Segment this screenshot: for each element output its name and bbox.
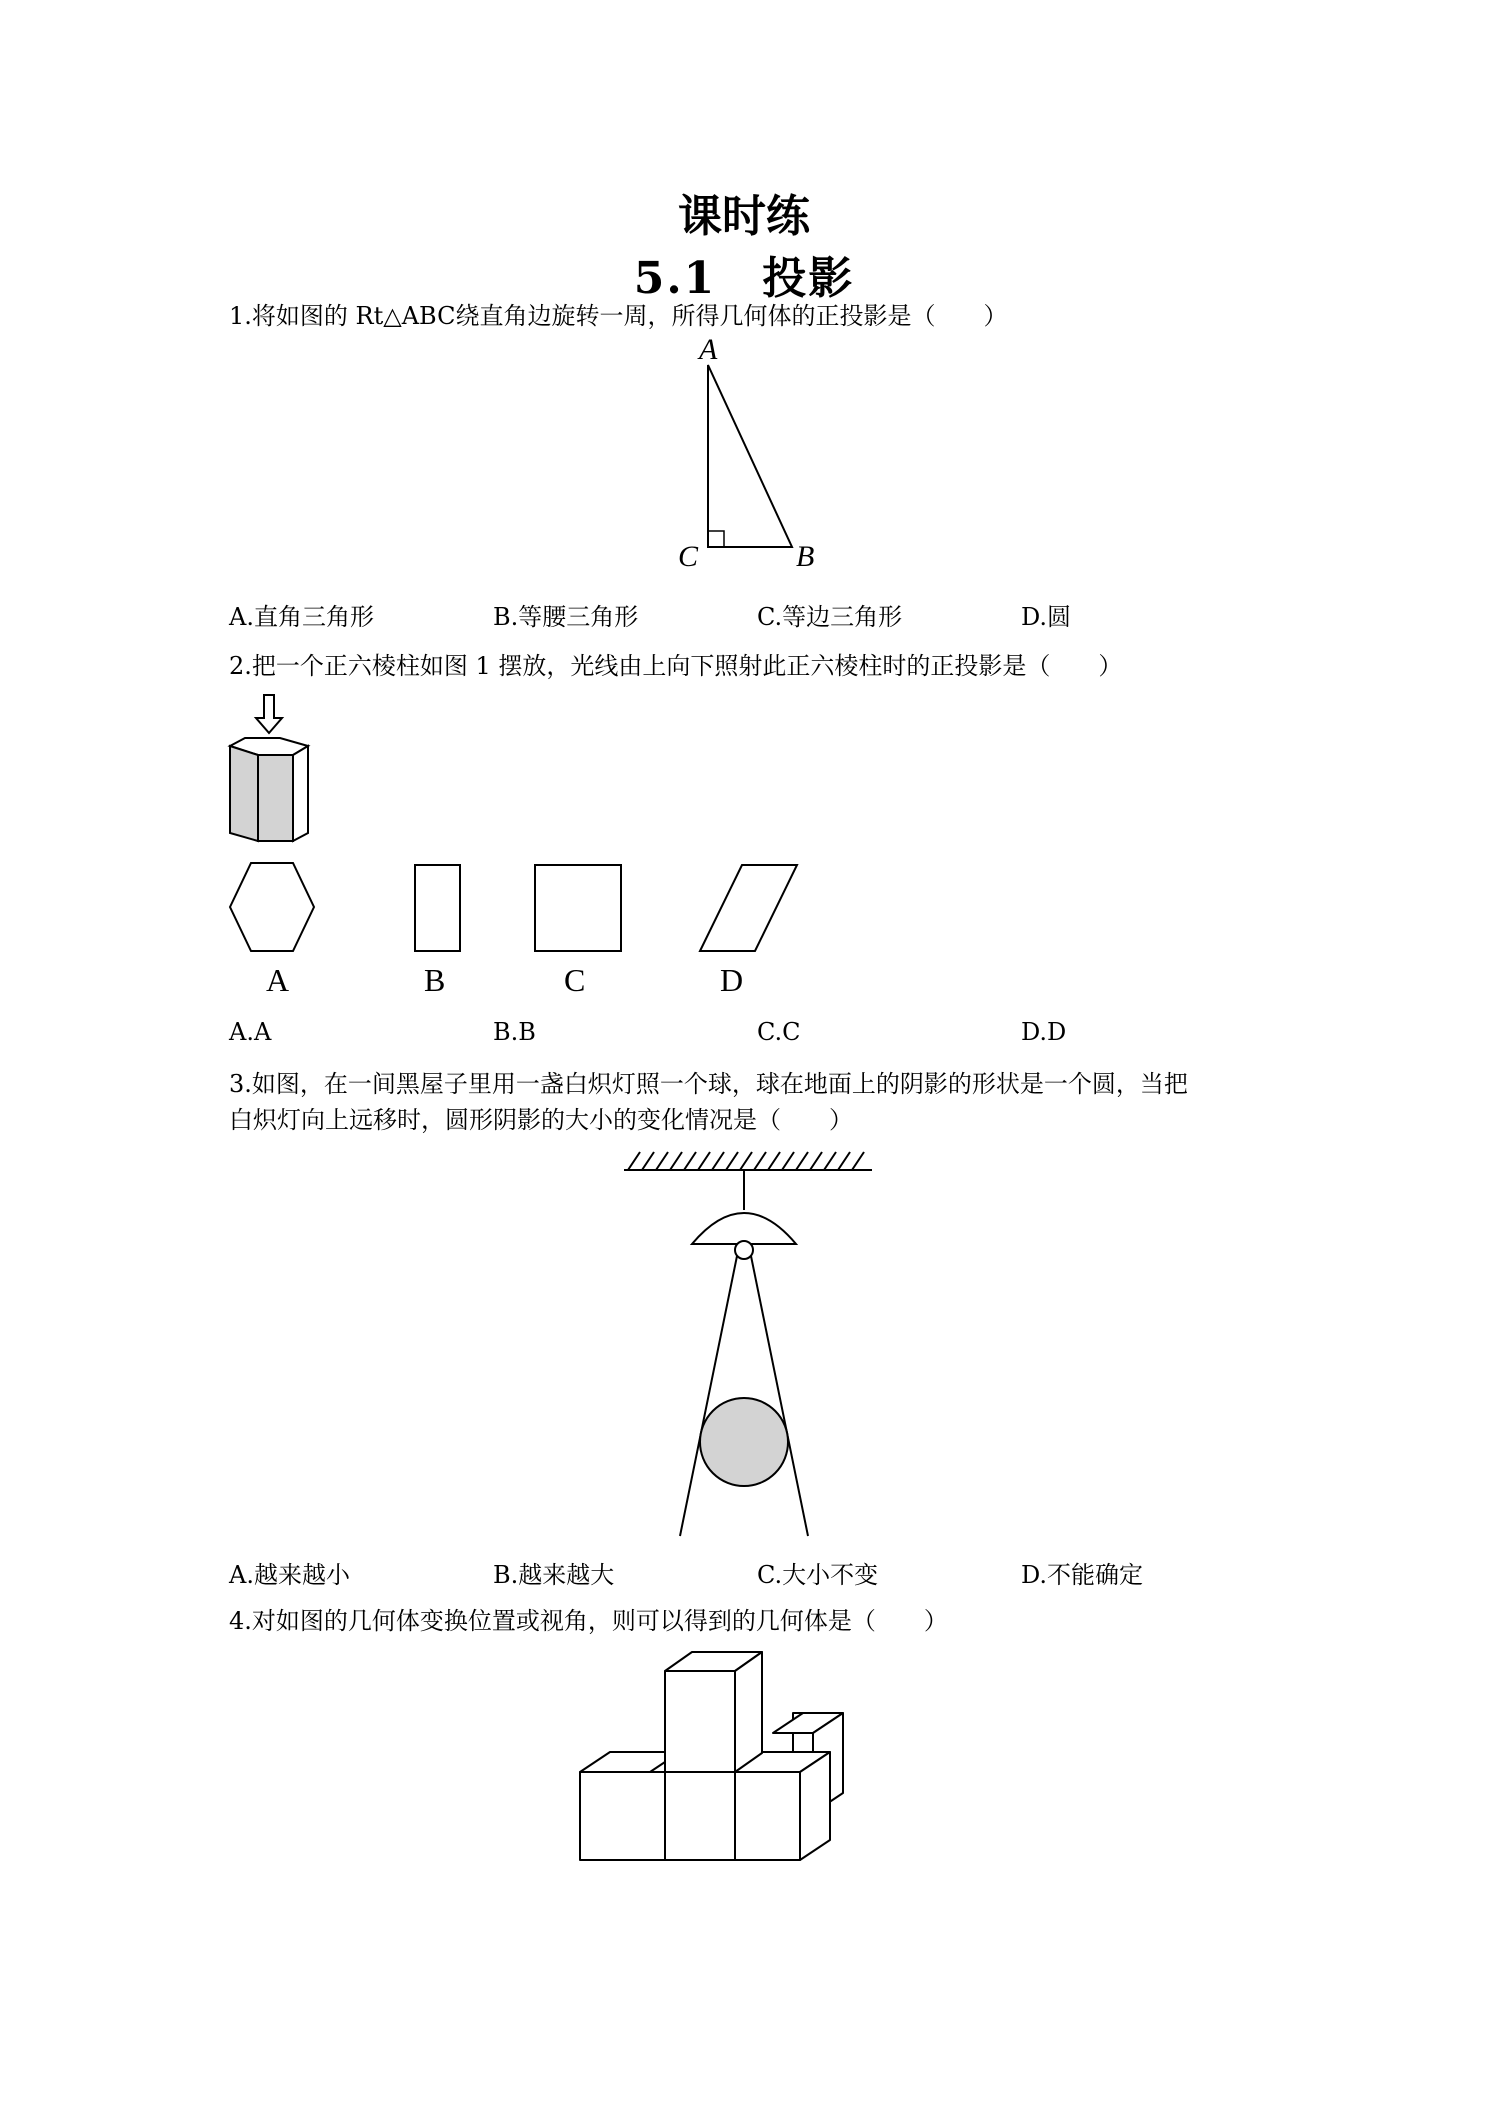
figure-label-c: C [564, 962, 586, 998]
q3-option-c[interactable]: C.大小不变 [757, 1561, 879, 1589]
q1-option-a[interactable]: A.直角三角形 [229, 603, 374, 631]
question-2-text: 2.把一个正六棱柱如图 1 摆放，光线由上向下照射此正六棱柱时的正投影是（ ） [229, 652, 1123, 680]
q4-cube-stack-figure [580, 1640, 920, 1880]
hexagon-shape [230, 863, 314, 951]
question-3-line-2: 白炽灯向上远移时，圆形阴影的大小的变化情况是（ ） [229, 1106, 853, 1134]
square-shape [535, 865, 621, 951]
q3-option-d[interactable]: D.不能确定 [1021, 1561, 1144, 1589]
figure-label-a: A [266, 962, 290, 998]
q3-option-a[interactable]: A.越来越小 [229, 1561, 350, 1589]
q1-option-d[interactable]: D.圆 [1021, 603, 1072, 631]
q2-option-b[interactable]: B.B [493, 1018, 536, 1046]
q2-hexagonal-prism-figure [220, 693, 320, 843]
section-title: 5.1 投影 [633, 253, 855, 304]
q3-option-b[interactable]: B.越来越大 [493, 1561, 615, 1589]
page-title: 课时练 [678, 191, 810, 242]
q3-lamp-ball-figure [620, 1140, 880, 1540]
narrow-rectangle-shape [415, 865, 460, 951]
vertex-label-b: B [796, 540, 815, 573]
figure-label-b: B [424, 962, 446, 998]
q2-option-a[interactable]: A.A [229, 1018, 272, 1046]
question-3-line-1: 3.如图，在一间黑屋子里用一盏白炽灯照一个球，球在地面上的阴影的形状是一个圆，当把 [229, 1070, 1188, 1098]
vertex-label-c: C [678, 540, 699, 573]
vertex-label-a: A [699, 333, 718, 366]
q2-option-figures [220, 855, 820, 965]
question-4-text: 4.对如图的几何体变换位置或视角，则可以得到的几何体是（ ） [229, 1607, 948, 1635]
figure-label-d: D [720, 962, 744, 998]
q2-option-d[interactable]: D.D [1021, 1018, 1067, 1046]
parallelogram-shape [700, 865, 797, 951]
q1-option-c[interactable]: C.等边三角形 [757, 603, 903, 631]
question-1-text: 1.将如图的 Rt△ABC绕直角边旋转一周，所得几何体的正投影是（ ） [229, 302, 1008, 330]
q2-option-c[interactable]: C.C [757, 1018, 801, 1046]
q1-option-b[interactable]: B.等腰三角形 [493, 603, 639, 631]
